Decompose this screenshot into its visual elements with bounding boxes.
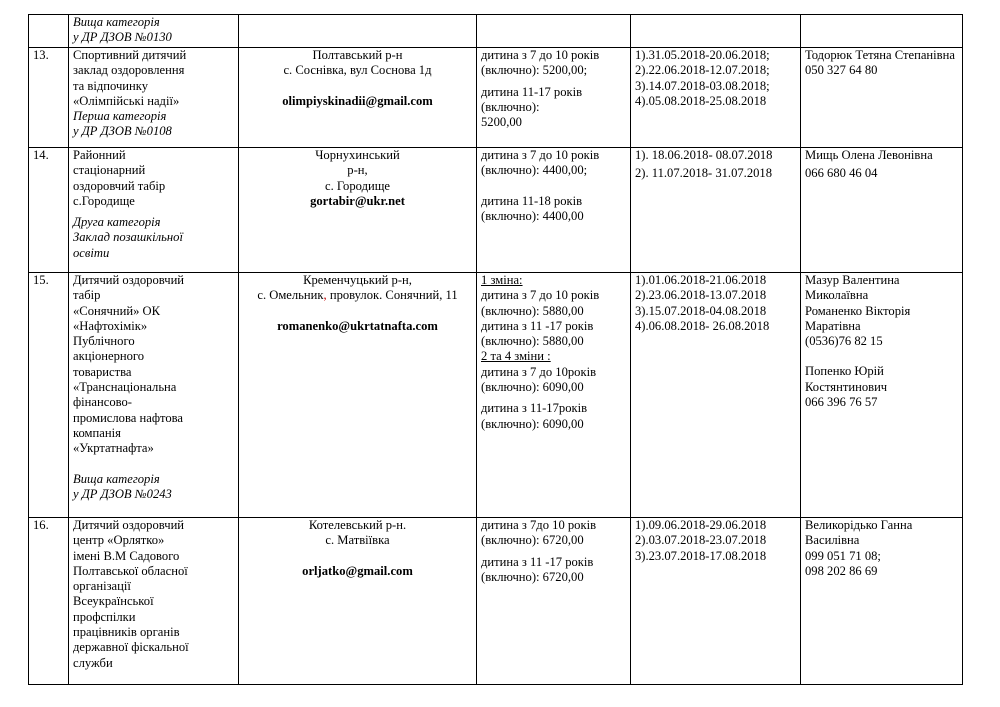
cell-name	[69, 148, 239, 273]
price-line: (включно): 5880,00	[481, 334, 584, 349]
contact-line: Тодорюк Тетяна Степанівна	[805, 48, 955, 62]
cell-address	[239, 518, 477, 685]
cell-price	[477, 48, 631, 148]
table-row	[29, 518, 963, 685]
address-line: Чорнухинський	[315, 148, 400, 162]
cell-contacts	[801, 48, 963, 148]
price-line: (включно): 4400,00	[481, 208, 584, 223]
email-link[interactable]: gortabir@ukr.net	[310, 193, 405, 208]
cell-name	[69, 15, 239, 48]
shift-line: 2).03.07.2018-23.07.2018	[635, 533, 767, 548]
cell-num: 13.	[29, 48, 69, 148]
price-line: дитина з 7 до 10років	[481, 364, 597, 379]
name-line: табір	[73, 288, 101, 303]
cell-contacts	[801, 15, 963, 48]
address-line: Котелевський р-н.	[308, 518, 407, 532]
contact-line: 099 051 71 08;	[805, 548, 881, 563]
address-comma: ,	[323, 288, 327, 303]
cell-contacts	[801, 273, 963, 518]
shift-line: 3).14.07.2018-03.08.2018;	[635, 78, 770, 93]
name-line: Всеукраїнської	[73, 594, 154, 609]
cell-shifts	[631, 48, 801, 148]
contact-line: 098 202 86 69	[805, 563, 878, 578]
name-line: імені В.М Садового	[73, 548, 180, 563]
name-line: Дитячий оздоровчий	[73, 273, 185, 287]
name-line: служби	[73, 655, 113, 670]
cell-shifts	[631, 518, 801, 685]
category-registry: у ДР ДЗОВ №0130	[73, 30, 172, 45]
category-registry: у ДР ДЗОВ №0108	[73, 124, 172, 139]
cell-address	[239, 273, 477, 518]
table-row	[29, 148, 963, 273]
address-line: с. Городище	[324, 178, 391, 193]
name-line: заклад оздоровлення	[73, 63, 185, 78]
category-line: освіти	[73, 245, 110, 260]
name-line: Полтавської обласної	[73, 563, 188, 578]
price-line: дитина з 7 до 10 років	[481, 48, 600, 62]
category-line: Заклад позашкільної	[73, 230, 183, 245]
name-line: «Сонячний» ОК	[73, 303, 161, 318]
table-row	[29, 273, 963, 518]
name-line: Публічного	[73, 334, 135, 349]
address-line: с. Соснівка, вул Соснова 1д	[283, 63, 432, 78]
price-line: (включно): 6090,00	[481, 416, 584, 431]
cell-num	[29, 15, 69, 48]
price-line: дитина з 7 до 10 років	[481, 148, 600, 162]
shift-line: 4).05.08.2018-25.08.2018	[635, 93, 767, 108]
contact-line: 066 680 46 04	[805, 166, 878, 181]
name-line: «Олімпійські надії»	[73, 93, 180, 108]
price-line: 5200,00	[481, 115, 522, 130]
address-street: провулок. Сонячний, 11	[326, 288, 458, 303]
price-line: (включно): 5200,00;	[481, 63, 588, 78]
cell-num: 14.	[29, 148, 69, 273]
cell-contacts	[801, 148, 963, 273]
cell-num: 15.	[29, 273, 69, 518]
address-line: Кременчуцький р-н,	[303, 273, 412, 287]
name-line: та відпочинку	[73, 78, 149, 93]
price-line: дитина 11-18 років	[481, 193, 583, 208]
name-line: профспілки	[73, 609, 136, 624]
cell-shifts	[631, 148, 801, 273]
name-line: компанія	[73, 425, 121, 440]
price-line: (включно): 6720,00	[481, 533, 584, 548]
contact-line: Василівна	[805, 533, 860, 548]
shift-line: 1).31.05.2018-20.06.2018;	[635, 48, 770, 62]
email-link[interactable]: orljatko@gmail.com	[302, 563, 413, 578]
shift-group-label: 1 зміна:	[481, 273, 523, 287]
price-line: (включно): 6720,00	[481, 569, 584, 584]
cell-address	[239, 48, 477, 148]
price-line: (включно):	[481, 99, 540, 114]
cell-num: 16.	[29, 518, 69, 685]
table-row-continuation	[29, 15, 963, 48]
address-line: с. Матвіївка	[325, 533, 390, 548]
email-link[interactable]: olimpiyskinadii@gmail.com	[282, 93, 433, 108]
name-line: «Укртатнафта»	[73, 441, 154, 456]
cell-price	[477, 148, 631, 273]
shift-line: 2).22.06.2018-12.07.2018;	[635, 63, 770, 78]
contact-line: Мищь Олена Левонівна	[805, 148, 933, 162]
cell-name	[69, 518, 239, 685]
contact-line: Великорідько Ганна	[805, 518, 913, 532]
contact-line: Костянтинович	[805, 379, 888, 394]
shift-line: 1). 18.06.2018- 08.07.2018	[635, 148, 773, 162]
cell-price	[477, 518, 631, 685]
name-line: працівників органів	[73, 625, 180, 640]
contact-line: Миколаївна	[805, 288, 869, 303]
table-row	[29, 48, 963, 148]
address-line	[243, 288, 472, 303]
name-line: акціонерного	[73, 349, 145, 364]
name-line: фінансово-	[73, 395, 132, 410]
price-line: (включно): 5880,00	[481, 303, 584, 318]
price-line: дитина з 11-17років	[481, 401, 588, 416]
name-line: «Нафтохімік»	[73, 318, 148, 333]
name-line: «Транснаціональна	[73, 380, 177, 395]
price-line: (включно): 4400,00;	[481, 163, 588, 178]
contact-line: Романенко Вікторія	[805, 303, 911, 318]
name-line: оздоровчий табір	[73, 178, 166, 193]
camps-table	[28, 14, 963, 685]
price-line: дитина з 7 до 10 років	[481, 288, 600, 303]
name-line: Районний	[73, 148, 126, 162]
price-line: дитина з 11 -17 років	[481, 318, 594, 333]
cell-shifts	[631, 15, 801, 48]
category-label: Друга категорія	[73, 215, 161, 230]
contact-line: Маратівна	[805, 318, 861, 333]
name-line: с.Городище	[73, 193, 135, 208]
contact-line: 066 396 76 57	[805, 395, 878, 410]
shift-line: 1).01.06.2018-21.06.2018	[635, 273, 767, 287]
name-line: державної фіскальної	[73, 640, 189, 655]
shift-line: 2). 11.07.2018- 31.07.2018	[635, 166, 773, 181]
name-line: Спортивний дитячий	[73, 48, 187, 62]
cell-price	[477, 15, 631, 48]
shift-line: 3).15.07.2018-04.08.2018	[635, 303, 767, 318]
shift-line: 3).23.07.2018-17.08.2018	[635, 548, 767, 563]
cell-address	[239, 15, 477, 48]
contact-line: Попенко Юрій	[805, 364, 884, 379]
cell-shifts	[631, 273, 801, 518]
price-line: дитина з 7до 10 років	[481, 518, 597, 532]
cell-address	[239, 148, 477, 273]
category-registry: у ДР ДЗОВ №0243	[73, 486, 172, 501]
category-label: Вища категорія	[73, 15, 160, 29]
name-line: стаціонарний	[73, 163, 146, 178]
price-line: дитина 11-17 років	[481, 84, 583, 99]
cell-contacts	[801, 518, 963, 685]
shift-line: 2).23.06.2018-13.07.2018	[635, 288, 767, 303]
shift-line: 1).09.06.2018-29.06.2018	[635, 518, 767, 532]
cell-name	[69, 273, 239, 518]
address-line: р-н,	[347, 163, 368, 178]
name-line: товариства	[73, 364, 132, 379]
category-label: Вища категорія	[73, 471, 160, 486]
name-line: центр «Орлятко»	[73, 533, 165, 548]
name-line: організації	[73, 579, 131, 594]
price-line: (включно): 6090,00	[481, 380, 584, 395]
shift-line: 4).06.08.2018- 26.08.2018	[635, 318, 770, 333]
email-link[interactable]: romanenko@ukrtatnafta.com	[277, 318, 438, 333]
contact-line: 050 327 64 80	[805, 63, 878, 78]
cell-name	[69, 48, 239, 148]
name-line: Дитячий оздоровчий	[73, 518, 185, 532]
contact-line: Мазур Валентина	[805, 273, 900, 287]
address-line: Полтавський р-н	[312, 48, 403, 62]
cell-price	[477, 273, 631, 518]
shift-group-label: 2 та 4 зміни :	[481, 349, 551, 364]
contact-line: (0536)76 82 15	[805, 334, 883, 349]
category-label: Перша категорія	[73, 109, 167, 124]
address-village: с. Омельник	[257, 288, 324, 303]
price-line: дитина з 11 -17 років	[481, 554, 594, 569]
name-line: промислова нафтова	[73, 410, 183, 425]
